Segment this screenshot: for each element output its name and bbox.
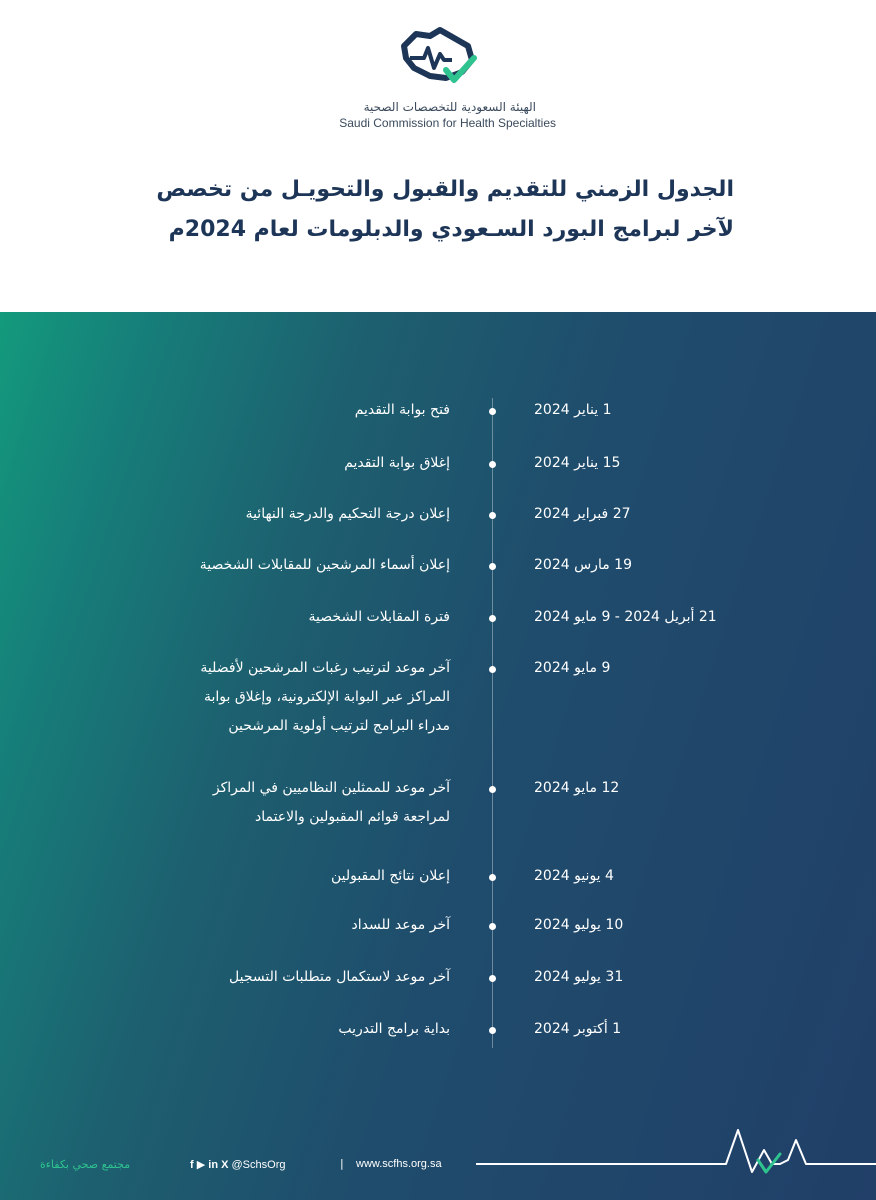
timeline-dot [489, 975, 496, 982]
timeline-date: 31 يوليو 2024 [534, 969, 624, 985]
timeline-dot [489, 512, 496, 519]
timeline-date: 9 مايو 2024 [534, 660, 611, 676]
timeline-dot [489, 461, 496, 468]
timeline-dot [489, 923, 496, 930]
timeline-dot [489, 666, 496, 673]
x-icon[interactable]: X [221, 1159, 229, 1171]
timeline-date: 21 أبريل 2024 - 9 مايو 2024 [534, 609, 717, 625]
timeline-event: إعلان أسماء المرشحين للمقابلات الشخصية [199, 557, 450, 573]
timeline-date: 10 يوليو 2024 [534, 917, 624, 933]
timeline-event [130, 654, 450, 741]
timeline-date: 1 أكتوبر 2024 [534, 1021, 622, 1037]
social-handle[interactable]: @SchsOrg [231, 1159, 286, 1171]
timeline-date: 15 يناير 2024 [534, 455, 621, 471]
timeline-axis [492, 398, 493, 1048]
timeline-date: 4 يونيو 2024 [534, 868, 614, 884]
timeline-dot [489, 563, 496, 570]
timeline-event-line: المراكز عبر البوابة الإلكترونية، وإغلاق بوابة [203, 689, 450, 705]
timeline-dot [489, 874, 496, 881]
timeline-date: 19 مارس 2024 [534, 557, 632, 573]
org-name-english: Saudi Commission for Health Specialties [339, 116, 556, 130]
title-line-2: لآخر لبرامج البورد السـعودي والدبلومات لعام 2024م [168, 217, 734, 242]
scfhs-logo-icon [396, 24, 480, 94]
timeline-date: 1 يناير 2024 [534, 402, 612, 418]
facebook-icon[interactable]: f [190, 1159, 194, 1171]
timeline-event: فتح بوابة التقديم [354, 402, 450, 418]
timeline-event-line: لمراجعة قوائم المقبولين والاعتماد [254, 809, 450, 825]
timeline-event-line: مدراء البرامج لترتيب أولوية المرشحين [228, 718, 450, 734]
timeline-event [130, 774, 450, 832]
timeline-event: إعلان درجة التحكيم والدرجة النهائية [245, 506, 450, 522]
youtube-icon[interactable]: ▶ [196, 1159, 206, 1171]
timeline-dot [489, 615, 496, 622]
timeline-dot [489, 1027, 496, 1034]
social-links [190, 1158, 285, 1171]
timeline-date: 27 فبراير 2024 [534, 506, 631, 522]
timeline-event-line: آخر موعد لترتيب رغبات المرشحين لأفضلية [200, 660, 450, 676]
title-line-1: الجدول الزمني للتقديم والقبول والتحويـل من تخصص [156, 177, 734, 202]
timeline-event-line: آخر موعد للممثلين النظاميين في المراكز [212, 780, 450, 796]
website-link[interactable]: www.scfhs.org.sa [356, 1158, 442, 1170]
footer [0, 1148, 876, 1188]
timeline-dot [489, 408, 496, 415]
timeline-event: إغلاق بوابة التقديم [344, 455, 450, 471]
linkedin-icon[interactable]: in [208, 1159, 219, 1171]
header-section [0, 0, 876, 312]
org-name-arabic: الهيئة السعودية للتخصصات الصحية [363, 100, 536, 114]
timeline-date: 12 مايو 2024 [534, 780, 620, 796]
timeline-event: آخر موعد للسداد [351, 917, 450, 933]
timeline-panel [0, 312, 876, 1200]
timeline-dot [489, 786, 496, 793]
slogan: مجتمع صحي بكفاءة [40, 1158, 131, 1171]
timeline-event: بداية برامج التدريب [338, 1021, 450, 1037]
timeline-event: فترة المقابلات الشخصية [308, 609, 450, 625]
page-title [94, 170, 734, 250]
timeline-event: آخر موعد لاستكمال متطلبات التسجيل [229, 969, 450, 985]
footer-separator: | [340, 1157, 344, 1170]
timeline-event: إعلان نتائج المقبولين [330, 868, 450, 884]
